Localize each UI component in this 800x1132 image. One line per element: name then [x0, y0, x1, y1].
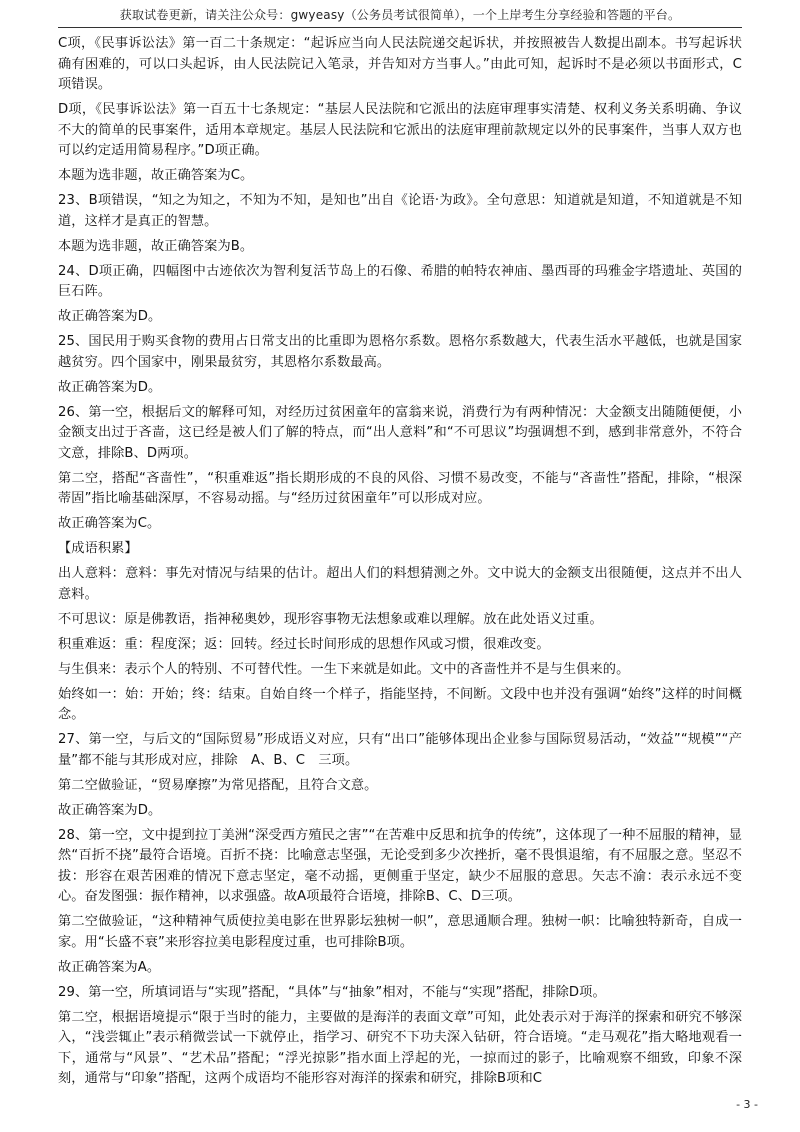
- answer-line-q26: 故正确答案为C。: [58, 516, 161, 531]
- paragraph-c-option: C项，《民事诉讼法》第一百二十条规定：“起诉应当向人民法院递交起诉状，并按照被告人数提出副本。书写起诉状确有困难的，可以口头起诉，由人民法院记入笔录，并告知对方当事人。”由此可知，起诉时不是必须以书面形式，C项错误。: [58, 36, 742, 92]
- idiom-entry: 积重难返：重：程度深；返：回转。经过长时间形成的思想作风或习惯，很难改变。: [58, 636, 550, 652]
- idiom-entry: 与生俱来：表示个人的特别、不可替代性。一生下来就是如此。文中的吝啬性并不是与生俱来的。: [58, 661, 630, 677]
- page-number: - 3 -: [736, 1098, 758, 1111]
- paragraph-q27-blank2: 第二空做验证，“贸易摩擦”为常见搭配，且符合文意。: [58, 777, 378, 793]
- answer-line-q22: 本题为选非题，故正确答案为C。: [58, 168, 254, 183]
- answer-line-q23: 本题为选非题，故正确答案为B。: [58, 238, 254, 254]
- idiom-entry: 不可思议：原是佛教语，指神秘奥妙，现形容事物无法想象或难以理解。放在此处语义过重。: [58, 611, 603, 627]
- paragraph-d-option: D项，《民事诉讼法》第一百五十七条规定：“基层人民法院和它派出的法庭审理事实清楚、权利义务关系明确、争议不大的简单的民事案件，适用本章规定。基层人民法院和它派出的法庭审理前款规定以外的民事案件，当事人双方也可以约定适用简易程序。”D项正确。: [58, 102, 742, 158]
- paragraph-q24: 24、D项正确，四幅图中古迹依次为智利复活节岛上的石像、希腊的帕特农神庙、墨西哥的玛雅金字塔遗址、英国的巨石阵。: [58, 263, 742, 299]
- header-divider: [58, 27, 742, 28]
- paragraph-q28-blank1: 28、第一空，文中提到拉丁美洲“深受西方殖民之害”“在苦难中反思和抗争的传统”，这体现了一种不屈服的精神，显然“百折不挠”最符合语境。百折不挠：比喻意志坚强，无论受到多少次挫折，毫不畏惧退缩，有不屈服之意。坚忍不拔：形容在艰苦困难的情况下意志坚定，毫不动摇，更侧重于坚定，缺少不屈服的意思。矢志不渝：表示永远不变心。奋发图强：振作精神，以求强盛。故A项最符合语境，排除B、C、D三项。: [58, 827, 742, 904]
- answer-line-q24: 故正确答案为D。: [58, 309, 162, 324]
- answer-explanations: [58, 34, 742, 1094]
- paragraph-q27-blank1: 27、第一空，与后文的“国际贸易”形成语义对应，只有“出口”能够体现出企业参与国际贸易活动，“效益”“规模”“产量”都不能与其形成对应，排除 A、B、C 三项。: [58, 732, 742, 768]
- paragraph-q25: 25、国民用于购买食物的费用占日常支出的比重即为恩格尔系数。恩格尔系数越大，代表生活水平越低，也就是国家越贫穷。四个国家中，刚果最贫穷，其恩格尔系数最高。: [58, 334, 742, 370]
- paragraph-q29-blank1: 29、第一空，所填词语与“实现”搭配，“具体”与“抽象”相对，不能与“实现”搭配，排除D项。: [58, 984, 606, 1000]
- answer-line-q25: 故正确答案为D。: [58, 379, 162, 395]
- page-header: 获取试卷更新，请关注公众号：gwyeasy（公务员考试很简单），一个上岸考生分享经验和答题的平台。: [119, 8, 681, 22]
- paragraph-q26-blank1: 26、第一空，根据后文的解释可知，对经历过贫困童年的富翁来说，消费行为有两种情况：大金额支出随随便便，小金额支出过于吝啬，这已经是被人们了解的特点，而“出人意料”和“不可思议”均强调想不到，感到非常意外，不符合文意，排除B、D两项。: [58, 404, 742, 461]
- idiom-section-title: 【成语积累】: [58, 541, 138, 556]
- paragraph-q29-blank2: 第二空，根据语境提示“限于当时的能力，主要做的是海洋的表面文章”可知，此处表示对于海洋的探索和研究不够深入，“浅尝辄止”表示稍微尝试一下就停止，指学习、研究不下功夫深入钻研，符合语境。“走马观花”指大略地观看一下，通常与“风景”、“艺术品”搭配；“浮光掠影”指水面上浮起的光，一掠而过的影子，比喻观察不细致，印象不深刻，通常与“印象”搭配，这两个成语均不能形容对海洋的探索和研究，排除B项和C: [58, 1009, 742, 1086]
- answer-line-q28: 故正确答案为A。: [58, 959, 161, 975]
- paragraph-q28-blank2: 第二空做验证，“这种精神气质使拉美电影在世界影坛独树一帜”，意思通顺合理。独树一帜：比喻独特新奇，自成一家。用“长盛不衰”来形容拉美电影程度过重，也可排除B项。: [58, 914, 742, 950]
- paragraph-q26-blank2: 第二空，搭配“吝啬性”，“积重难返”指长期形成的不良的风俗、习惯不易改变，不能与“吝啬性”搭配，排除，“根深蒂固”指比喻基础深厚，不容易动摇。与“经历过贫困童年”可以形成对应。: [58, 470, 742, 506]
- idiom-entry: 始终如一：始：开始；终：结束。自始自终一个样子，指能坚持，不间断。文段中也并没有强调“始终”这样的时间概念。: [58, 686, 742, 722]
- paragraph-q23: 23、B项错误，“知之为知之，不知为不知，是知也”出自《论语·为政》。全句意思：知道就是知道，不知道就是不知道，这样才是真正的智慧。: [58, 193, 742, 229]
- answer-line-q27: 故正确答案为D。: [58, 802, 162, 818]
- idiom-entry: 出人意料：意料：事先对情况与结果的估计。超出人们的料想猜测之外。文中说大的金额支出很随便，这点并不出人意料。: [58, 566, 742, 602]
